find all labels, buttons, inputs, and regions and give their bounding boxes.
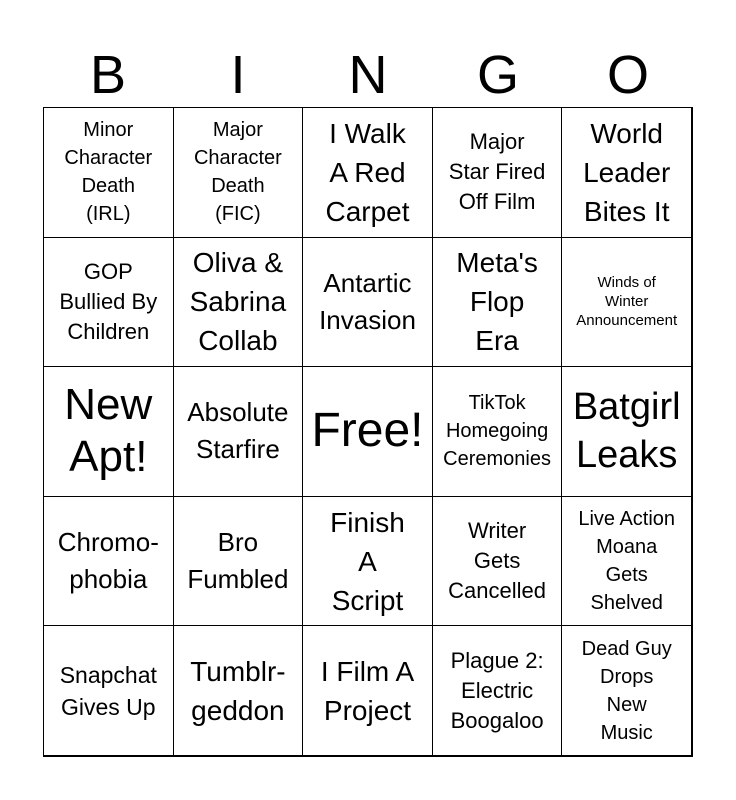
bingo-cell[interactable] [43, 625, 174, 756]
cell-text: Bro Fumbled [187, 527, 289, 595]
cell-text: Absolute Starfire [187, 397, 289, 465]
bingo-cell[interactable] [432, 237, 563, 368]
cell-text: Antartic Invasion [319, 267, 416, 335]
header-letter-n: N [348, 45, 388, 105]
cell-text: Major Star Fired Off Film [448, 129, 546, 215]
header-letter-b: B [89, 45, 127, 105]
bingo-cell[interactable] [173, 625, 304, 756]
cell-text: Meta's Flop Era [456, 247, 538, 357]
cell-text: TikTok Homegoing Ceremonies [443, 392, 551, 471]
bingo-cell[interactable] [432, 625, 563, 756]
cell-text: I Walk A Red Carpet [325, 117, 410, 227]
cell-text: Winds of Winter Announcement [576, 274, 678, 330]
cell-text: Dead Guy Drops New Music [581, 637, 672, 744]
cell-text: Major Character Death (FIC) [193, 119, 282, 226]
bingo-cell[interactable] [432, 107, 563, 238]
cell-text: World Leader Bites It [583, 117, 671, 227]
bingo-cell[interactable] [432, 366, 563, 497]
cell-text: Finish A Script [330, 506, 405, 616]
bingo-cell[interactable] [432, 496, 563, 627]
bingo-cell[interactable] [43, 107, 174, 238]
cell-text: New Apt! [64, 380, 153, 482]
header-letter-o: O [606, 45, 649, 105]
bingo-cell[interactable] [561, 237, 692, 368]
cell-text: I Film A Project [320, 655, 415, 726]
bingo-cell[interactable] [302, 237, 433, 368]
bingo-cell[interactable] [173, 496, 304, 627]
cell-text: Plague 2: Electric Boogaloo [450, 647, 544, 733]
bingo-cell[interactable] [43, 496, 174, 627]
bingo-cell[interactable] [43, 366, 174, 497]
bingo-cell[interactable] [561, 496, 692, 627]
bingo-cell[interactable] [561, 366, 692, 497]
cell-text: Chromo- phobia [57, 527, 159, 595]
cell-text: Batgirl Leaks [572, 386, 681, 477]
cell-text: Writer Gets Cancelled [448, 518, 547, 604]
bingo-cell[interactable] [302, 496, 433, 627]
bingo-header [43, 42, 693, 108]
bingo-cell[interactable] [302, 625, 433, 756]
cell-text: GOP Bullied By Children [59, 258, 158, 344]
bingo-cell[interactable] [173, 107, 304, 238]
bingo-cell[interactable] [561, 625, 692, 756]
bingo-cell[interactable] [561, 107, 692, 238]
cell-text: Oliva & Sabrina Collab [189, 247, 287, 357]
bingo-grid [43, 107, 693, 757]
bingo-cell[interactable] [302, 107, 433, 238]
bingo-cell[interactable] [43, 237, 174, 368]
header-letter-g: G [476, 45, 519, 105]
cell-text: Free! [311, 404, 424, 458]
cell-text: Minor Character Death (IRL) [64, 119, 153, 226]
bingo-cell[interactable] [173, 237, 304, 368]
cell-text: Snapchat Gives Up [59, 661, 157, 720]
cell-text: Live Action Moana Gets Shelved [578, 508, 676, 615]
free-cell[interactable] [302, 366, 433, 497]
header-letter-i: I [230, 45, 246, 105]
bingo-cell[interactable] [173, 366, 304, 497]
cell-text: Tumblr- geddon [190, 655, 286, 726]
